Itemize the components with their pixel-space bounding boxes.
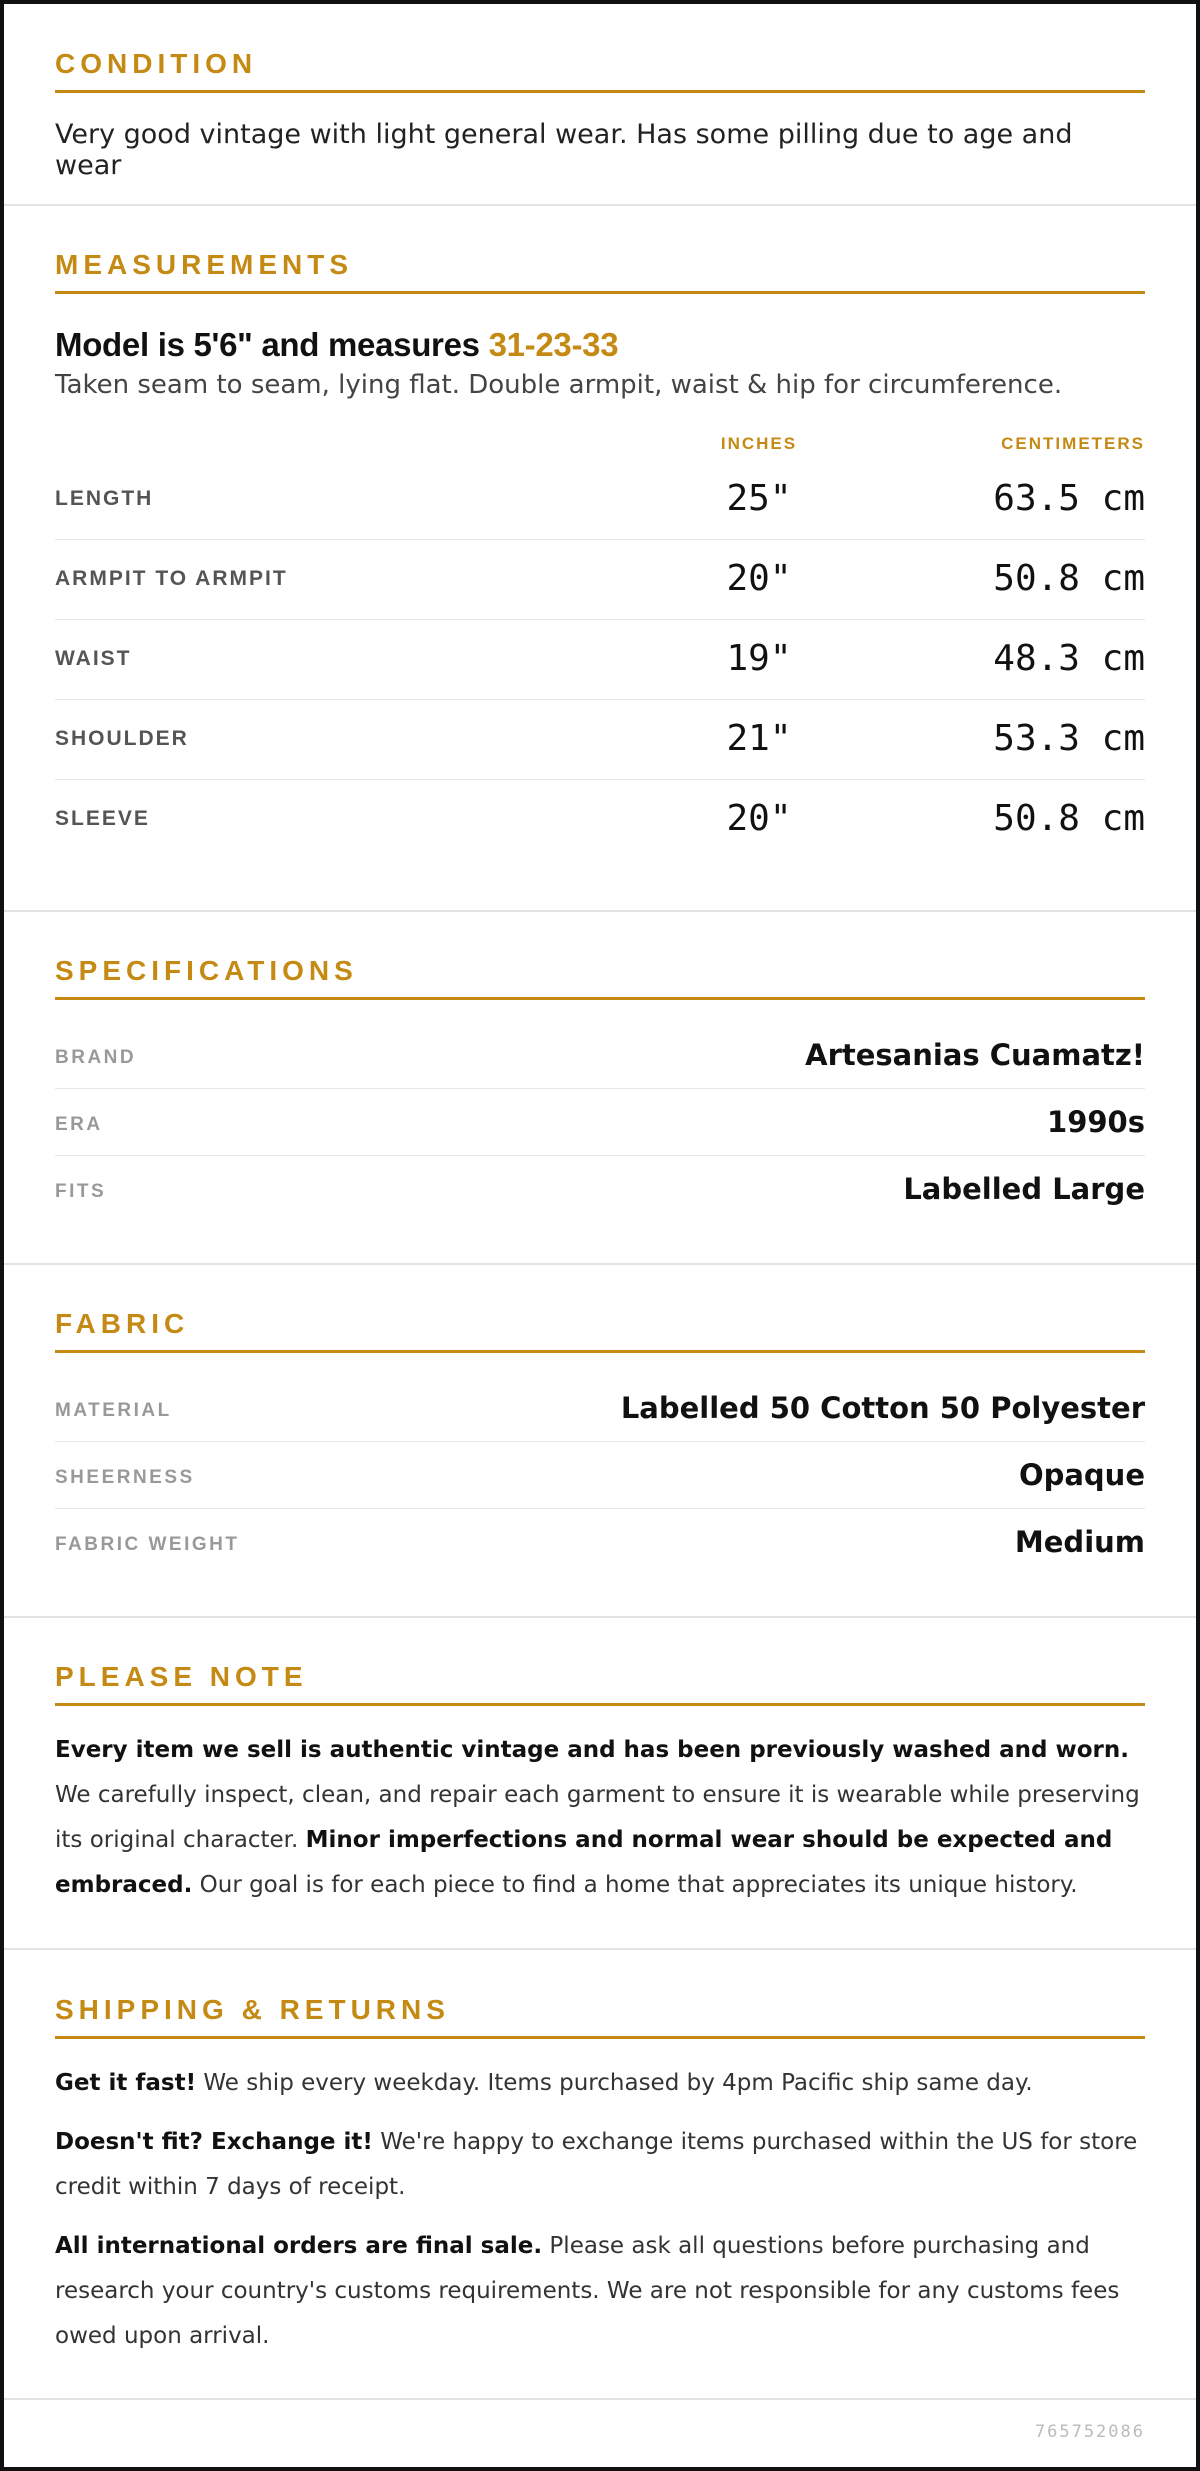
model-measures-line [55, 326, 1145, 364]
model-measures-highlight: 31-23-33 [488, 326, 619, 363]
shipping-paragraph-exchange [55, 2120, 1145, 2210]
fabric-key: FABRIC WEIGHT [55, 1534, 240, 1555]
measurement-label: ARMPIT TO ARMPIT [55, 567, 288, 590]
measurement-cm: 48.3 cm [993, 638, 1145, 679]
centimeters-column-header: CENTIMETERS [1001, 434, 1145, 453]
fabric-key: MATERIAL [55, 1400, 172, 1421]
shipping-bold-3: All international orders are final sale. [55, 2233, 543, 2259]
measurement-inches: 25" [726, 478, 792, 519]
please-note-title: PLEASE NOTE [55, 1661, 1145, 1706]
spec-key: ERA [55, 1114, 103, 1135]
spec-row-era [55, 1089, 1145, 1156]
spec-value: Artesanias Cuamatz! [805, 1038, 1145, 1072]
fabric-row-sheerness [55, 1442, 1145, 1509]
spec-key: FITS [55, 1181, 107, 1202]
product-code: 765752086 [1034, 2422, 1145, 2442]
shipping-text-1: We ship every weekday. Items purchased by 4pm Pacific ship same day. [196, 2070, 1033, 2096]
shipping-paragraph-international [55, 2224, 1145, 2359]
measurement-inches: 20" [726, 798, 792, 839]
shipping-bold-1: Get it fast! [55, 2070, 197, 2096]
shipping-paragraph-fast [55, 2061, 1145, 2106]
condition-text: Very good vintage with light general wear. Has some pilling due to age and wear [55, 119, 1073, 181]
fabric-row-weight [55, 1509, 1145, 1576]
measurements-title: MEASUREMENTS [55, 249, 1145, 294]
measurement-inches: 21" [726, 718, 792, 759]
shipping-returns-section [4, 1950, 1196, 2400]
measurement-row-armpit [55, 540, 1145, 620]
fabric-section [4, 1265, 1196, 1618]
measurement-label: SHOULDER [55, 727, 189, 750]
measurement-row-length [55, 460, 1145, 540]
measurement-cm: 63.5 cm [993, 478, 1145, 519]
condition-title: CONDITION [55, 48, 1145, 93]
measurement-cm: 50.8 cm [993, 798, 1145, 839]
fabric-value: Labelled 50 Cotton 50 Polyester [620, 1391, 1145, 1425]
note-text-1: We carefully inspect, clean, and repair each garment to ensure it is wearable while preserving its original character. [55, 1782, 1140, 1853]
spec-key: BRAND [55, 1047, 137, 1068]
spec-value: Labelled Large [903, 1172, 1145, 1206]
measurements-section [4, 206, 1196, 912]
footer [4, 2400, 1196, 2467]
measurement-row-shoulder [55, 700, 1145, 780]
spec-value: 1990s [1047, 1105, 1145, 1139]
measurements-header-row [55, 420, 1145, 460]
fabric-list [55, 1375, 1145, 1576]
please-note-section [4, 1618, 1196, 1950]
fabric-value: Medium [1014, 1525, 1145, 1559]
condition-section [4, 4, 1196, 206]
fabric-row-material [55, 1375, 1145, 1442]
fabric-value: Opaque [1018, 1458, 1145, 1492]
specifications-section [4, 912, 1196, 1265]
note-bold-2: Minor imperfections and normal wear should be expected and embraced. [55, 1827, 1113, 1898]
fabric-key: SHEERNESS [55, 1467, 195, 1488]
specifications-title: SPECIFICATIONS [55, 955, 1145, 1000]
shipping-title: SHIPPING & RETURNS [55, 1994, 1145, 2039]
measurement-row-waist [55, 620, 1145, 700]
measurement-inches: 20" [726, 558, 792, 599]
measurement-row-sleeve [55, 780, 1145, 860]
specifications-list [55, 1022, 1145, 1223]
measurement-cm: 50.8 cm [993, 558, 1145, 599]
measurement-label: WAIST [55, 647, 132, 670]
spec-row-fits [55, 1156, 1145, 1223]
shipping-text-2: We're happy to exchange items purchased within the US for store credit within 7 days of receipt. [55, 2129, 1138, 2200]
note-text-2: Our goal is for each piece to find a home that appreciates its unique history. [192, 1872, 1078, 1898]
measurement-cm: 53.3 cm [993, 718, 1145, 759]
model-prefix: Model is 5'6" and measures [55, 326, 489, 363]
inches-column-header: INCHES [720, 434, 798, 453]
note-bold-1: Every item we sell is authentic vintage and has been previously washed and worn. [55, 1737, 1129, 1763]
measurements-table [55, 460, 1145, 860]
measurement-label: LENGTH [55, 487, 154, 510]
shipping-text-3: Please ask all questions before purchasing and research your country's customs requirements. We are not responsible for any customs fees owed upon arrival. [55, 2233, 1120, 2349]
fabric-title: FABRIC [55, 1308, 1145, 1353]
measurements-subtitle: Taken seam to seam, lying flat. Double armpit, waist & hip for circumference. [55, 370, 1063, 400]
measurement-inches: 19" [726, 638, 792, 679]
spec-row-brand [55, 1022, 1145, 1089]
shipping-bold-2: Doesn't fit? Exchange it! [55, 2129, 373, 2155]
measurement-label: SLEEVE [55, 807, 150, 830]
please-note-paragraph [55, 1728, 1145, 1908]
